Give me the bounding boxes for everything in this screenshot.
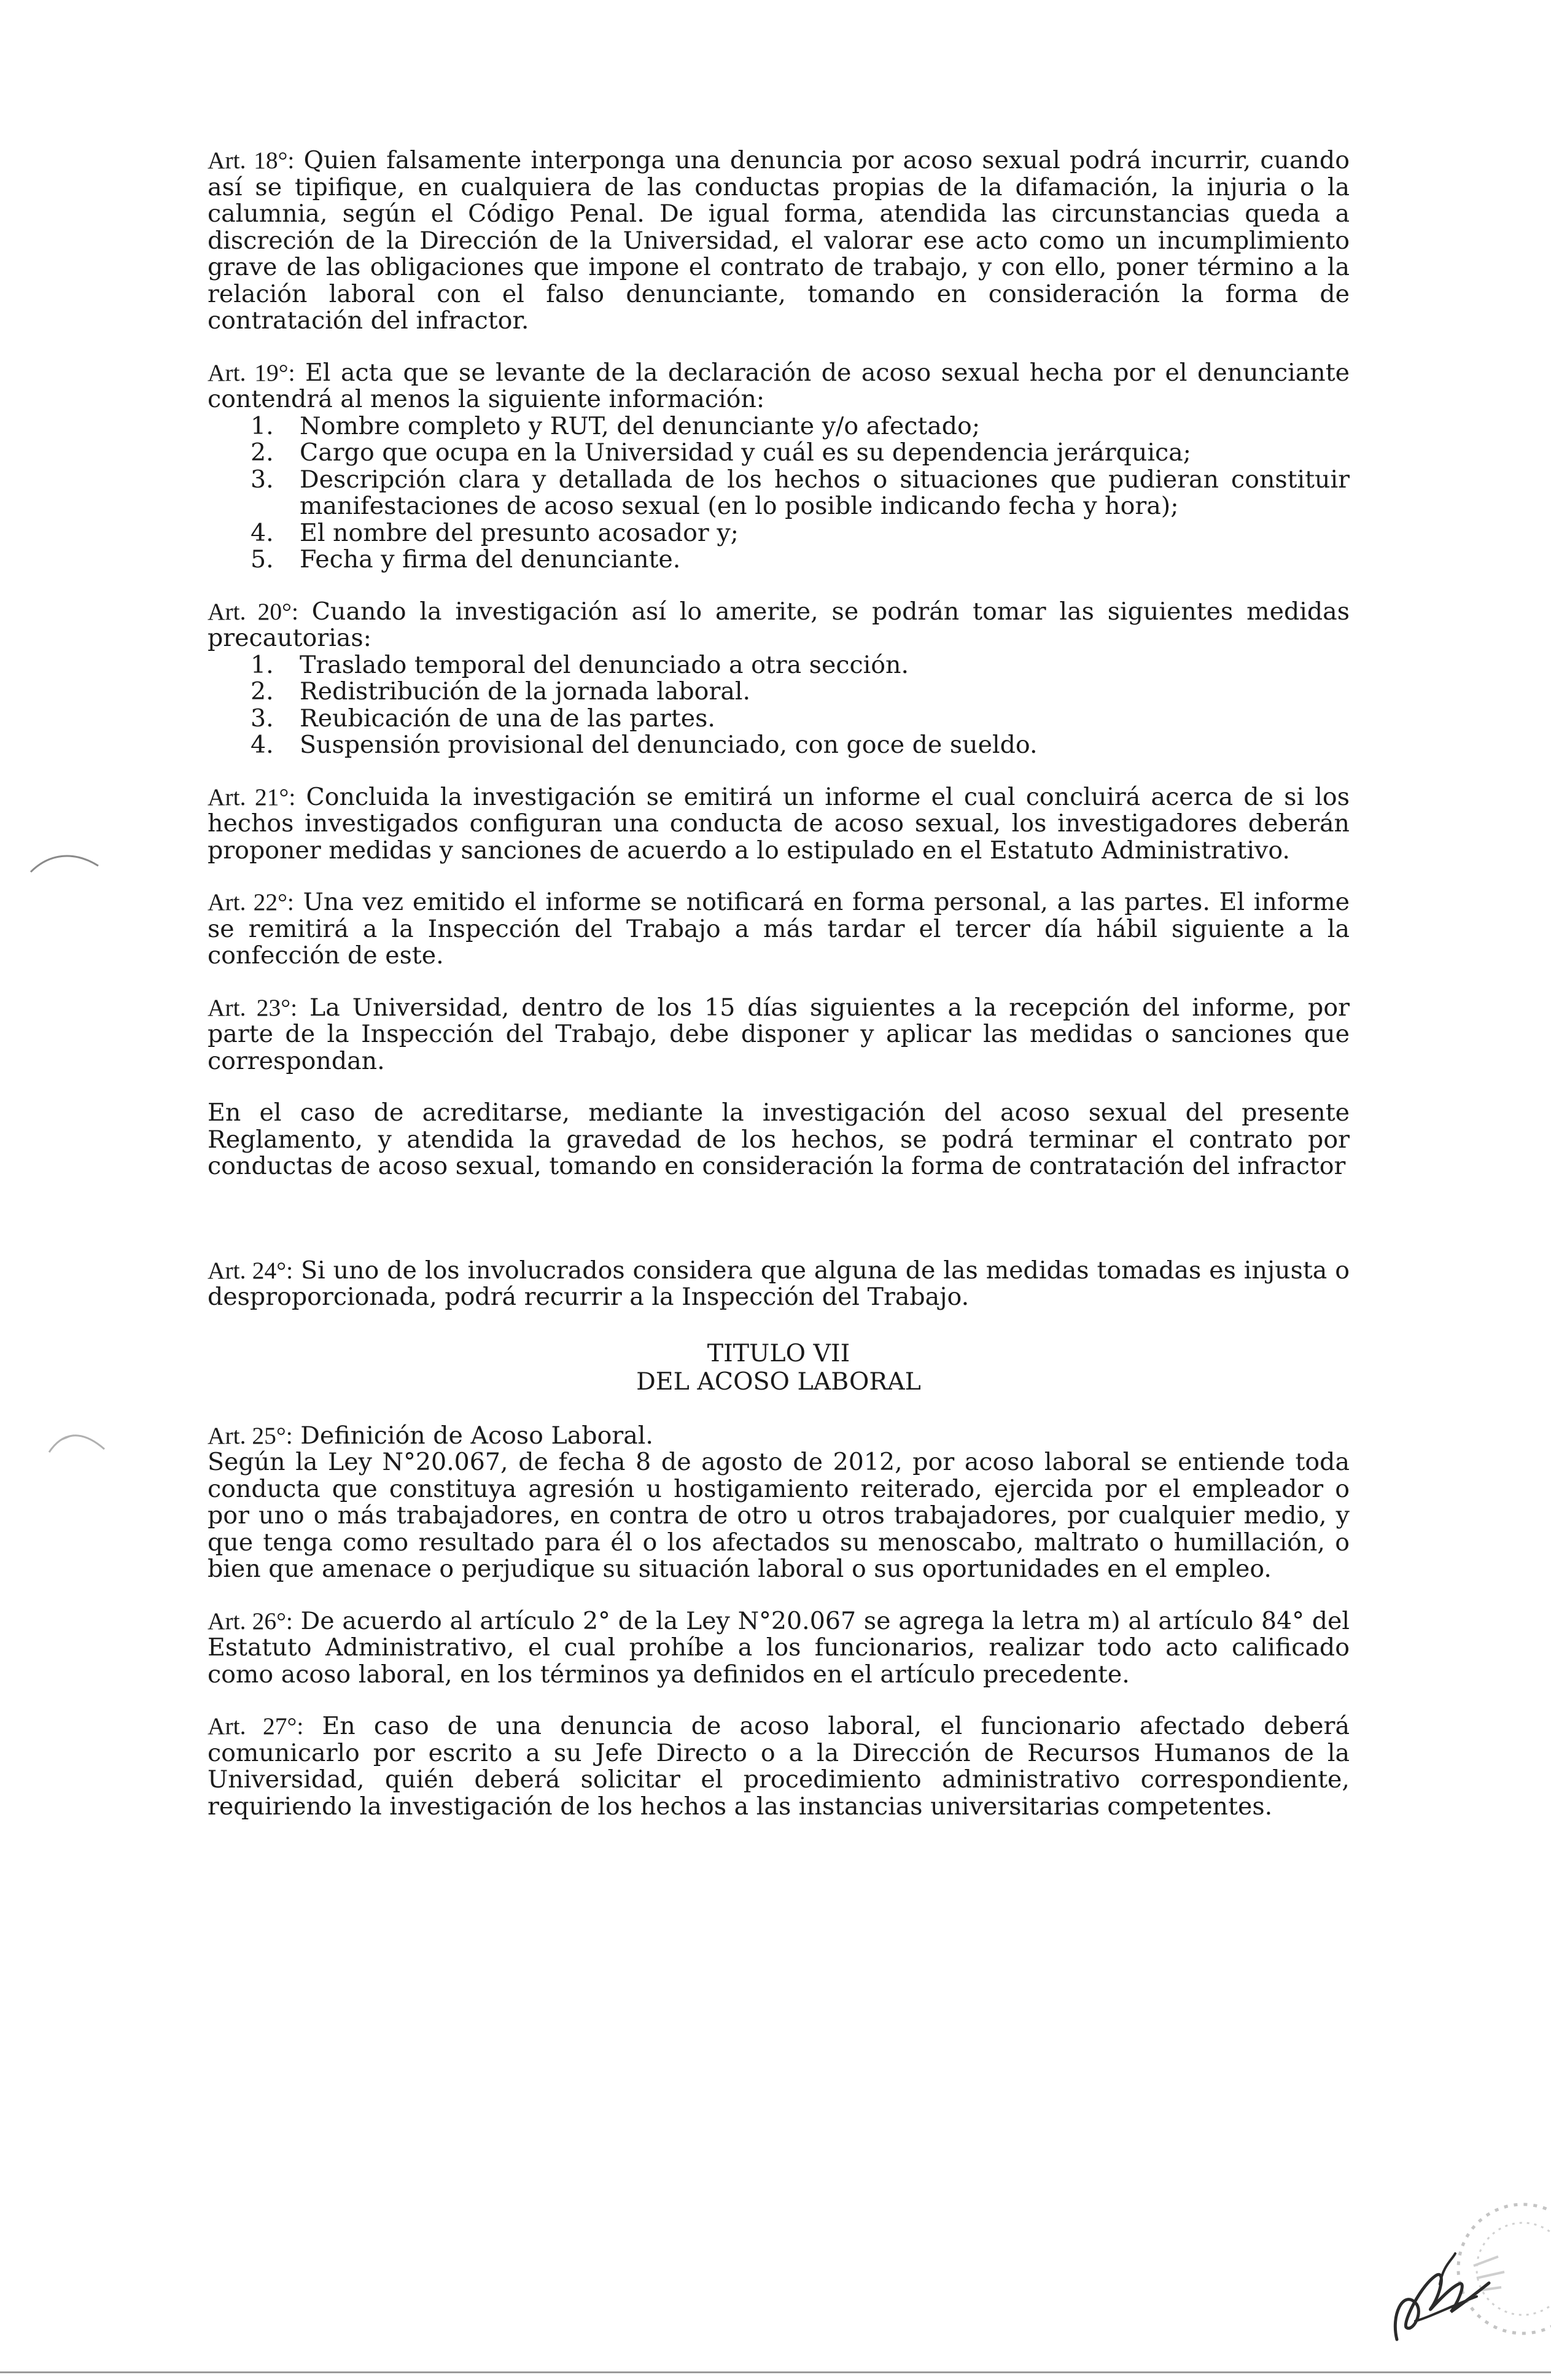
- margin-pencil-mark: [43, 1421, 117, 1464]
- list-item: [208, 467, 1350, 520]
- article-number: Art. 26°:: [208, 1607, 293, 1635]
- article-21: [208, 784, 1350, 865]
- article-text: En caso de una denuncia de acoso laboral, el funcionario afectado deberá comunicarlo por escrito a su Jefe Directo o a la Dirección de Recursos Humanos de la Universidad, quién deberá solicitar el procedimiento administrativo correspondiente, requiriendo la investigación de los hechos a las instancias universitarias competentes.: [208, 1712, 1350, 1821]
- article-number: Art. 19°:: [208, 359, 295, 386]
- article-text: La Universidad, dentro de los 15 días siguientes a la recepción del informe, por parte de la Inspección del Trabajo, debe disponer y aplicar las medidas o sanciones que correspondan.: [208, 993, 1350, 1075]
- margin-pencil-mark: [25, 847, 111, 884]
- list-item-text: Descripción clara y detallada de los hechos o situaciones que pudieran constituir manifestaciones de acoso sexual (en lo posible indicando fecha y hora);: [300, 465, 1350, 520]
- article-20-list: [208, 652, 1350, 759]
- article-number: Art. 27°:: [208, 1713, 304, 1740]
- title-line-2: DEL ACOSO LABORAL: [636, 1367, 921, 1396]
- list-item-number: 2.: [251, 677, 274, 706]
- article-20: [208, 599, 1350, 759]
- handwritten-signature: [1378, 2247, 1501, 2352]
- list-item-number: 1.: [251, 650, 274, 679]
- article-19-list: [208, 413, 1350, 574]
- list-item: [208, 732, 1350, 759]
- article-18: [208, 147, 1350, 335]
- article-number: Art. 24°:: [208, 1256, 293, 1284]
- list-item: [208, 652, 1350, 679]
- bottom-scan-edge: [0, 2371, 1551, 2373]
- article-text: Cuando la investigación así lo amerite, se podrán tomar las siguientes medidas precautorias:: [208, 597, 1350, 652]
- article-24: [208, 1258, 1350, 1311]
- article-number: Art. 23°:: [208, 994, 298, 1021]
- article-19: [208, 360, 1350, 574]
- article-23-paragraph: En el caso de acreditarse, mediante la investigación del acoso sexual del presente Reglamento, y atendida la gravedad de los hechos, se podrá terminar el contrato por conductas de acoso sexual, tomando en consideración la forma de contratación del infractor: [208, 1099, 1350, 1180]
- list-item-text: Fecha y firma del denunciante.: [300, 545, 681, 574]
- list-item-number: 5.: [251, 545, 274, 574]
- list-item-text: Traslado temporal del denunciado a otra sección.: [300, 650, 909, 679]
- article-text: Si uno de los involucrados considera que alguna de las medidas tomadas es injusta o desproporcionada, podrá recurrir a la Inspección del Trabajo.: [208, 1256, 1350, 1311]
- article-number: Art. 20°:: [208, 597, 298, 625]
- article-text: Concluida la investigación se emitirá un informe el cual concluirá acerca de si los hechos investigados configuran una conducta de acoso sexual, los investigadores deberán proponer medidas y sanciones de acuerdo a lo estipulado en el Estatuto Administrativo.: [208, 782, 1350, 865]
- list-item-number: 1.: [251, 411, 274, 440]
- list-item: [208, 413, 1350, 440]
- list-item: [208, 546, 1350, 574]
- article-text: Una vez emitido el informe se notificará en forma personal, a las partes. El informe se remitirá a la Inspección del Trabajo a más tardar el tercer día hábil siguiente a la confección de este.: [208, 888, 1350, 970]
- list-item-text: Cargo que ocupa en la Universidad y cuál es su dependencia jerárquica;: [300, 438, 1191, 467]
- article-heading: Definición de Acoso Laboral.: [300, 1421, 653, 1450]
- list-item-text: Redistribución de la jornada laboral.: [300, 677, 751, 706]
- article-text: Quien falsamente interponga una denuncia por acoso sexual podrá incurrir, cuando así se tipifique, en cualquiera de las conductas propias de la difamación, la injuria o la calumnia, según el Código Penal. De igual forma, atendida las circunstancias queda a discreción de la Dirección de la Universidad, el valorar ese acto como un incumplimiento grave de las obligaciones que impone el contrato de trabajo, y con ello, poner término a la relación laboral con el falso denunciante, tomando en consideración la forma de contratación del infractor.: [208, 146, 1350, 335]
- list-item: [208, 706, 1350, 733]
- article-number: Art. 18°:: [208, 147, 295, 174]
- list-item: [208, 679, 1350, 706]
- article-text: Según la Ley N°20.067, de fecha 8 de agosto de 2012, por acoso laboral se entiende toda conducta que constituya agresión u hostigamiento reiterado, ejercida por el empleador o por uno o más trabajadores, en contra de otro u otros trabajadores, por cualquier medio, y que tenga como resultado para él o los afectados su menoscabo, maltrato o humillación, o bien que amenace o perjudique su situación laboral o sus oportunidades en el empleo.: [208, 1448, 1350, 1583]
- title-line-1: TITULO VII: [707, 1339, 850, 1367]
- list-item: [208, 520, 1350, 547]
- list-item-number: 4.: [251, 518, 274, 547]
- article-26: [208, 1608, 1350, 1689]
- list-item-text: Suspensión provisional del denunciado, con goce de sueldo.: [300, 731, 1038, 759]
- list-item-number: 4.: [251, 731, 274, 759]
- article-number: Art. 21°:: [208, 783, 296, 811]
- article-27: [208, 1713, 1350, 1820]
- list-item-text: El nombre del presunto acosador y;: [300, 518, 739, 547]
- article-number: Art. 22°:: [208, 889, 294, 916]
- article-text: El acta que se levante de la declaración de acoso sexual hecha por el denunciante contendrá al menos la siguiente información:: [208, 358, 1350, 413]
- document-body: [208, 147, 1350, 1845]
- list-item-number: 2.: [251, 438, 274, 467]
- list-item: [208, 440, 1350, 467]
- list-item-number: 3.: [251, 465, 274, 494]
- list-item-text: Reubicación de una de las partes.: [300, 704, 715, 733]
- article-text: De acuerdo al artículo 2° de la Ley N°20.067 se agrega la letra m) al artículo 84° del Estatuto Administrativo, el cual prohíbe a los funcionarios, realizar todo acto calificado como acoso laboral, en los términos ya definidos en el artículo precedente.: [208, 1606, 1350, 1689]
- article-22: [208, 889, 1350, 970]
- section-title: [208, 1339, 1350, 1396]
- article-25: [208, 1423, 1350, 1583]
- article-number: Art. 25°:: [208, 1421, 293, 1449]
- list-item-text: Nombre completo y RUT, del denunciante y/o afectado;: [300, 411, 981, 440]
- article-23: [208, 995, 1350, 1075]
- list-item-number: 3.: [251, 704, 274, 733]
